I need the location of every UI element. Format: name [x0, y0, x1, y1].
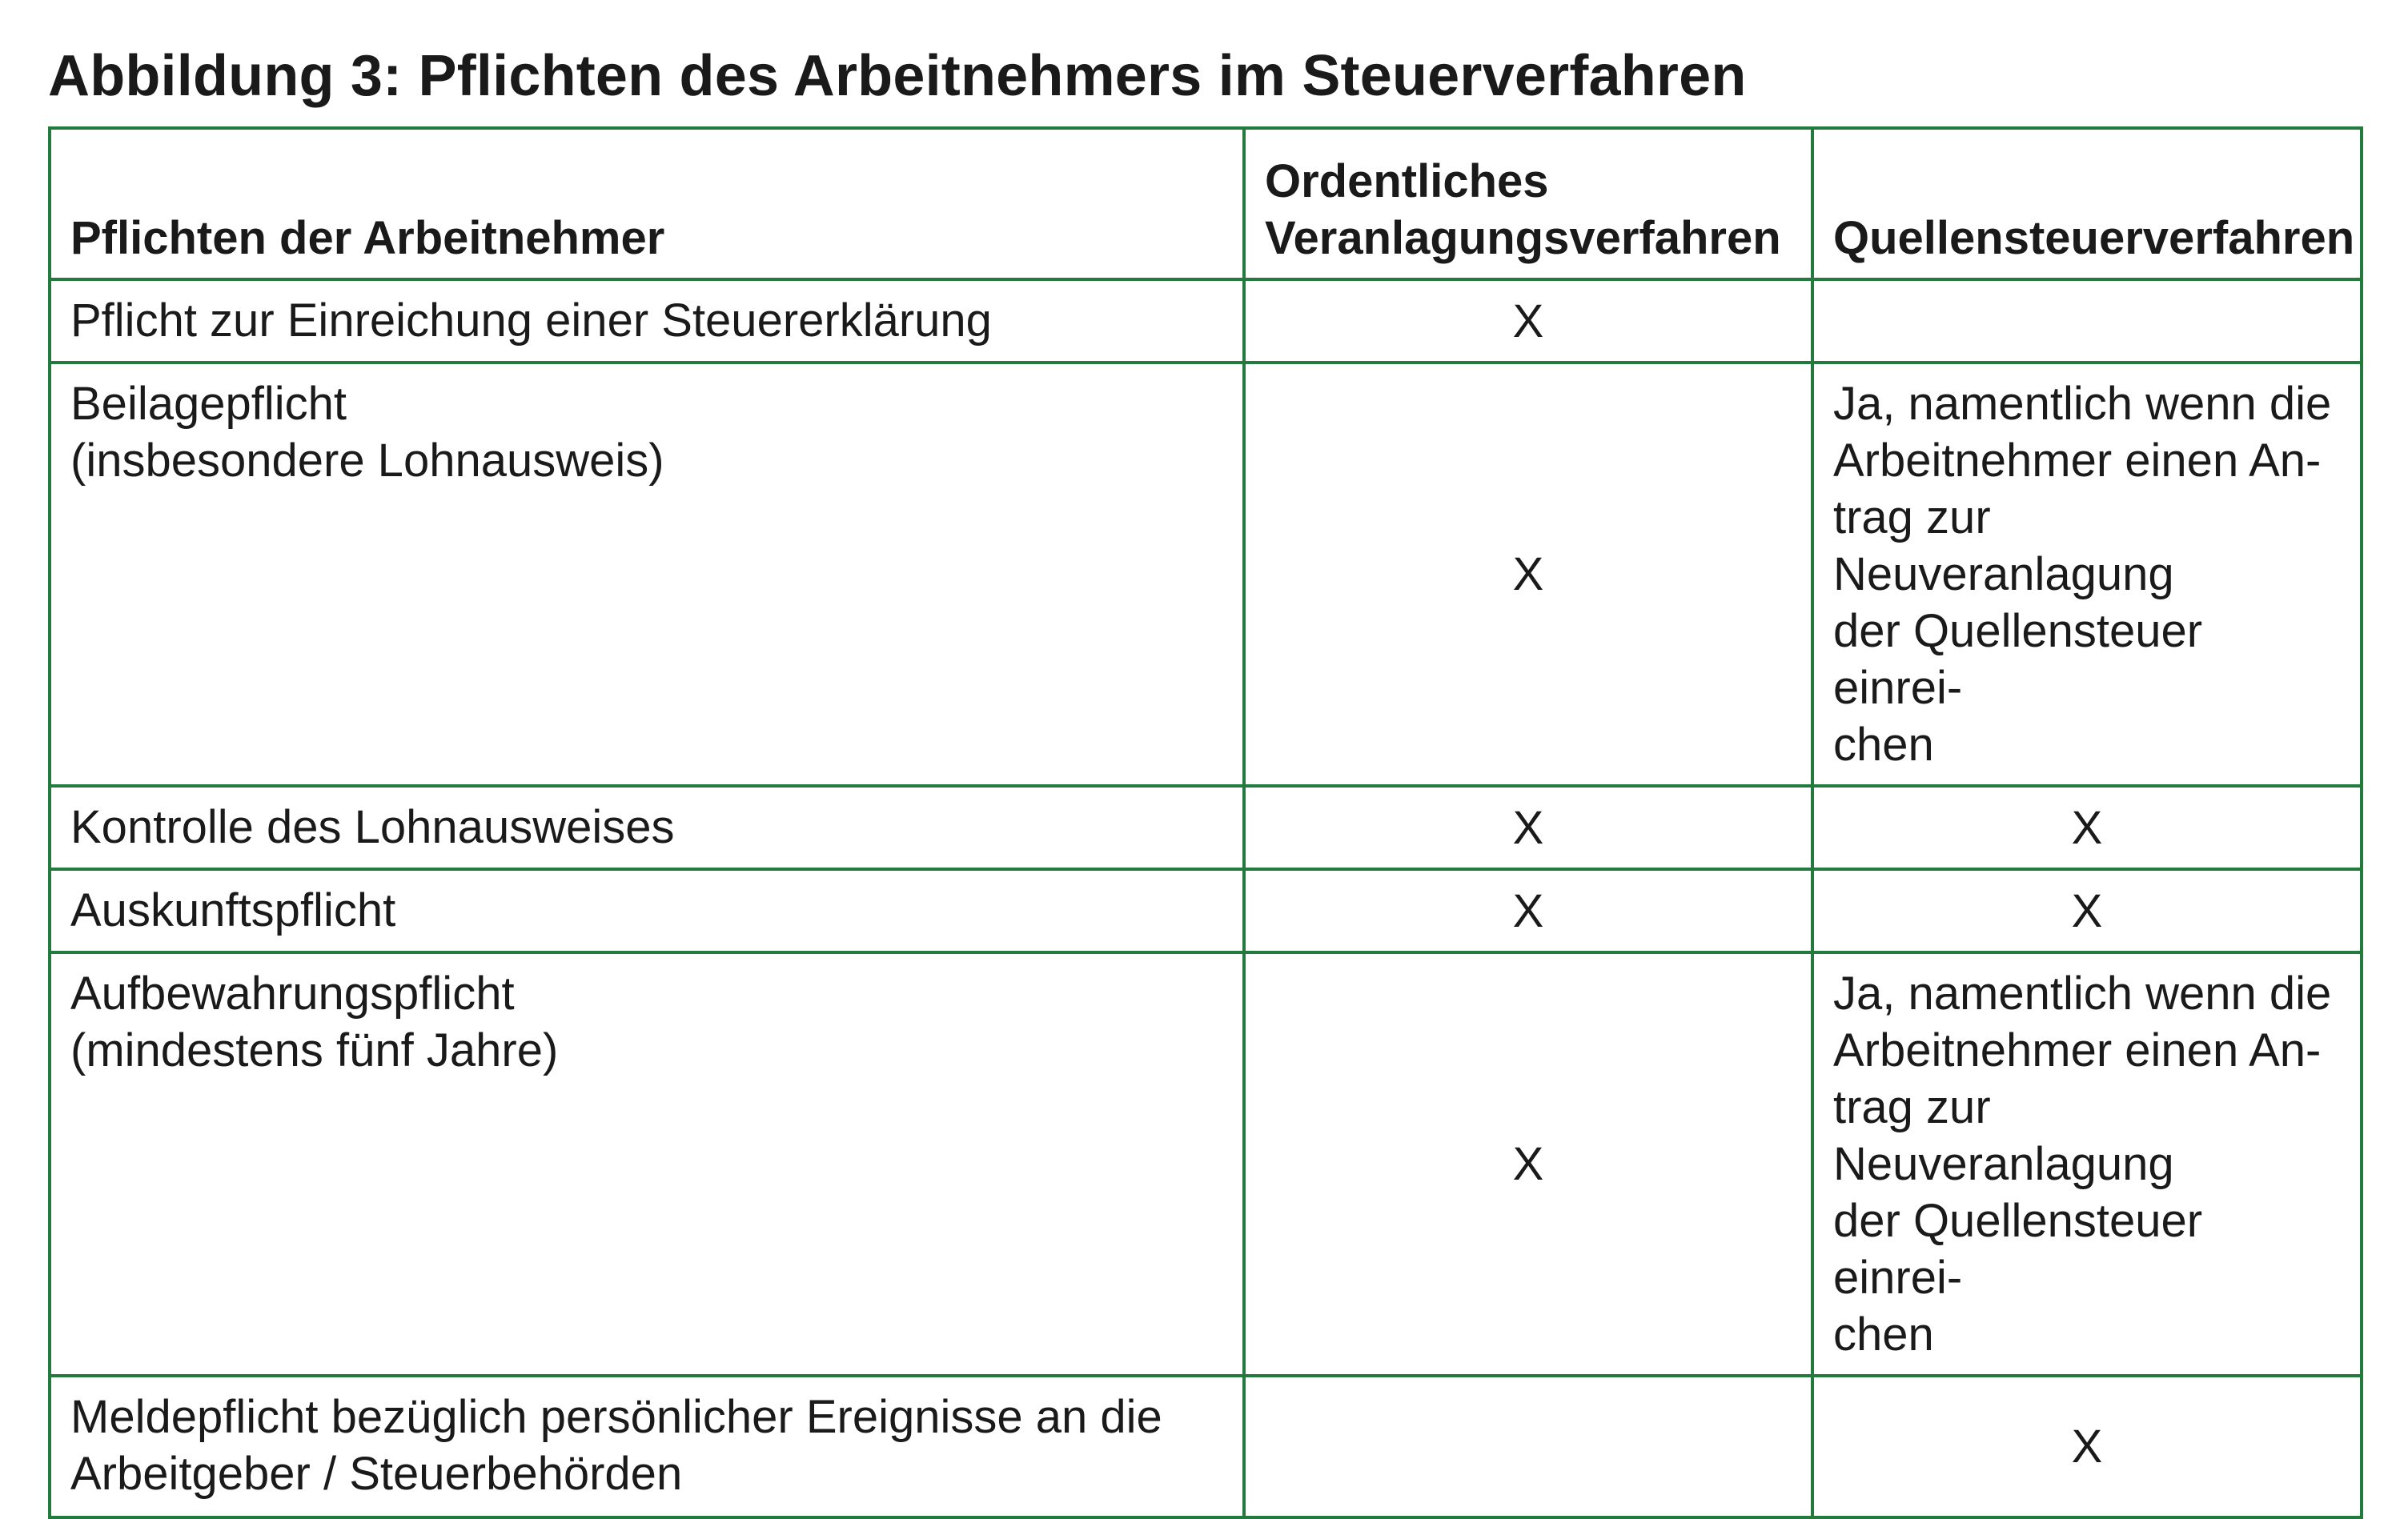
duty-cell: Auskunftspflicht [50, 869, 1244, 952]
duty-cell: Meldepflicht bezüglich persönlicher Ereignisse an die Arbeitgeber / Steuerbehörden [50, 1376, 1244, 1517]
ordentlich-cell: X [1244, 363, 1812, 786]
table-header-row [50, 128, 2362, 279]
ordentlich-cell: X [1244, 279, 1812, 363]
ordentlich-cell: X [1244, 869, 1812, 952]
quellensteuer-cell: Ja, namentlich wenn die Arbeitnehmer einen An- trag zur Neuveranlagung der Quellensteuer einrei- chen [1812, 952, 2362, 1376]
header-quellensteuerverfahren: Quellensteuerverfahren [1812, 128, 2362, 279]
table-row [50, 363, 2362, 786]
quellensteuer-cell: X [1812, 869, 2362, 952]
quellensteuer-cell: X [1812, 786, 2362, 869]
duty-cell: Pflicht zur Einreichung einer Steuererklärung [50, 279, 1244, 363]
ordentlich-cell: X [1244, 952, 1812, 1376]
table-row [50, 952, 2362, 1376]
duty-cell: Beilagepflicht (insbesondere Lohnausweis) [50, 363, 1244, 786]
duties-table [48, 126, 2363, 1519]
duty-cell: Aufbewahrungspflicht (mindestens fünf Jahre) [50, 952, 1244, 1376]
table-row [50, 786, 2362, 869]
ordentlich-cell: X [1244, 786, 1812, 869]
quellensteuer-cell: Ja, namentlich wenn die Arbeitnehmer einen An- trag zur Neuveranlagung der Quellensteuer einrei- chen [1812, 363, 2362, 786]
header-ordentliches-verfahren: Ordentliches Veranlagungsverfahren [1244, 128, 1812, 279]
quellensteuer-cell [1812, 279, 2362, 363]
table-row [50, 869, 2362, 952]
table-row [50, 1376, 2362, 1517]
figure-title: Abbildung 3: Pflichten des Arbeitnehmers im Steuerverfahren [48, 44, 1747, 108]
duty-cell: Kontrolle des Lohnausweises [50, 786, 1244, 869]
quellensteuer-cell: X [1812, 1376, 2362, 1517]
ordentlich-cell [1244, 1376, 1812, 1517]
table-row [50, 279, 2362, 363]
header-duties: Pflichten der Arbeitnehmer [50, 128, 1244, 279]
